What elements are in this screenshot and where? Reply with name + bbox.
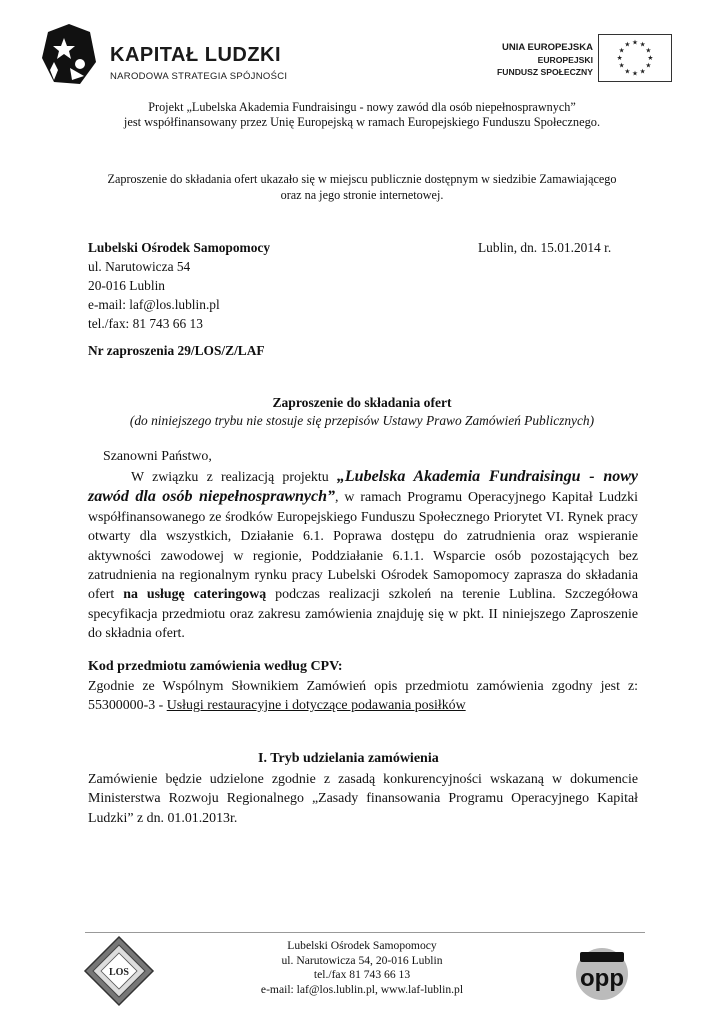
eu-line-3: FUNDUSZ SPOŁECZNY — [497, 67, 593, 77]
svg-text:★: ★ — [647, 53, 654, 62]
project-note-line-2: jest współfinansowany przez Unię Europejską w ramach Europejskiego Funduszu Społecznego. — [123, 115, 601, 129]
intro-project-name: „Lubelska Akademia Fundraisingu - nowy zawód dla osób niepełnosprawnych” — [88, 468, 639, 506]
svg-text:★: ★ — [624, 40, 631, 49]
svg-text:★: ★ — [618, 61, 625, 70]
sender-name: Lubelski Ośrodek Samopomocy — [88, 240, 271, 255]
svg-text:★: ★ — [645, 61, 652, 70]
opp-logo-text: opp — [580, 965, 624, 992]
footer-line-1: Lubelski Ośrodek Samopomocy — [287, 939, 437, 952]
svg-text:★: ★ — [618, 46, 625, 55]
eu-text-block — [497, 42, 593, 78]
intro-text-c: podczas realizacji szkoleń na terenie Lublina. Szczegółowa specyfikacja przedmiotu oraz zakresu zamówienia znajduję się w pkt. II niniejszego Zaproszenie do składnia ofert. — [88, 587, 638, 642]
sender-street: ul. Narutowicza 54 — [88, 259, 191, 274]
footer-line-4: e-mail: laf@los.lublin.pl, www.laf-lublin.pl — [260, 982, 464, 996]
footer-line-2: ul. Narutowicza 54, 20-016 Lublin — [281, 953, 443, 967]
section-1-heading: I. Tryb udzielania zamówienia — [258, 751, 439, 766]
invitation-number: Nr zaproszenia 29/LOS/Z/LAF — [88, 343, 265, 358]
svg-text:★: ★ — [645, 46, 652, 55]
svg-text:★: ★ — [639, 67, 646, 76]
svg-text:★: ★ — [616, 53, 623, 62]
section-1-text: Zamówienie będzie udzielone zgodnie z zasadą konkurencyjności wskazaną w dokumencie Ministerstwa Rozwoju Regionalnego „Zasady finansowania Programu Operacyjnego Kapitał Ludzki” z dn. 01.01.2013r. — [88, 772, 638, 826]
cpv-paragraph — [88, 677, 638, 716]
eu-flag-icon — [598, 34, 672, 82]
kapital-ludzki-title: KAPITAŁ LUDZKI — [110, 44, 282, 66]
publication-note-line-2: oraz na jego stronie internetowej. — [280, 188, 444, 202]
eu-line-2: EUROPEJSKI — [537, 55, 593, 65]
svg-text:★: ★ — [639, 40, 646, 49]
cpv-description-link[interactable]: Usługi restauracyjne i dotyczące podawania posiłków — [166, 698, 466, 714]
sender-email: e-mail: laf@los.lublin.pl — [88, 297, 220, 312]
opp-badge-icon — [572, 938, 632, 1002]
los-logo — [83, 935, 155, 1007]
publication-note-line-1: Zaproszenie do składania ofert ukazało się w miejscu publicznie dostępnym w siedzibie Zamawiającego — [107, 172, 617, 186]
los-emblem-icon — [83, 935, 155, 1007]
eu-line-1: UNIA EUROPEJSKA — [502, 42, 593, 53]
kapital-ludzki-emblem-icon — [40, 22, 98, 86]
intro-service: na usługę cateringową — [123, 587, 267, 603]
date-place: Lublin, dn. 15.01.2014 r. — [478, 240, 612, 255]
document-subtitle: (do niniejszego trybu nie stosuje się przepisów Ustawy Prawo Zamówień Publicznych) — [129, 413, 595, 428]
kapital-ludzki-logo — [40, 22, 290, 92]
project-note — [60, 100, 664, 130]
svg-text:★: ★ — [632, 38, 638, 47]
opp-logo — [572, 938, 632, 1002]
footer-contact — [190, 939, 534, 997]
salutation: Szanowni Państwo, — [103, 449, 212, 464]
eu-efs-logo — [478, 32, 683, 88]
footer-divider — [85, 932, 645, 933]
intro-paragraph — [88, 467, 638, 644]
svg-text:★: ★ — [632, 69, 638, 78]
project-note-line-1: Projekt „Lubelska Akademia Fundraisingu - nowy zawód dla osób niepełnosprawnych” — [148, 100, 576, 114]
intro-text-a: W związku z realizacją projektu — [131, 470, 337, 485]
cpv-text: Zgodnie ze Wspólnym Słownikiem Zamówień opis przedmiotu zamówienia zgodny jest z: 55300000-3 - — [88, 679, 638, 714]
cpv-heading: Kod przedmiotu zamówienia według CPV: — [88, 659, 343, 674]
los-logo-text: LOS — [108, 967, 130, 978]
publication-note — [60, 171, 664, 203]
svg-text:★: ★ — [624, 67, 631, 76]
document-title: Zaproszenie do składania ofert — [272, 395, 452, 410]
sender-phone: tel./fax: 81 743 66 13 — [88, 316, 203, 331]
sender-block — [88, 238, 270, 333]
sender-city: 20-016 Lublin — [88, 278, 165, 293]
footer-line-3: tel./fax 81 743 66 13 — [313, 968, 411, 981]
kapital-ludzki-subtitle: NARODOWA STRATEGIA SPÓJNOŚCI — [110, 71, 288, 82]
intro-text-b: , w ramach Programu Operacyjnego Kapitał Ludzki współfinansowanego ze środków Europejskiego Funduszu Społecznego Priorytet VI. Rynek pracy otwarty dla wszystkich, Działanie 6.1. Poprawa dostępu do zatrudnienia oraz wspieranie aktywności zawodowej w regionie, Poddziałanie 6.1.1. Wsparcie osób pozostających bez zatrudnienia na regionalnym rynku pracy Lubelski Ośrodek Samopomocy zaprasza do składania ofert — [88, 490, 638, 603]
